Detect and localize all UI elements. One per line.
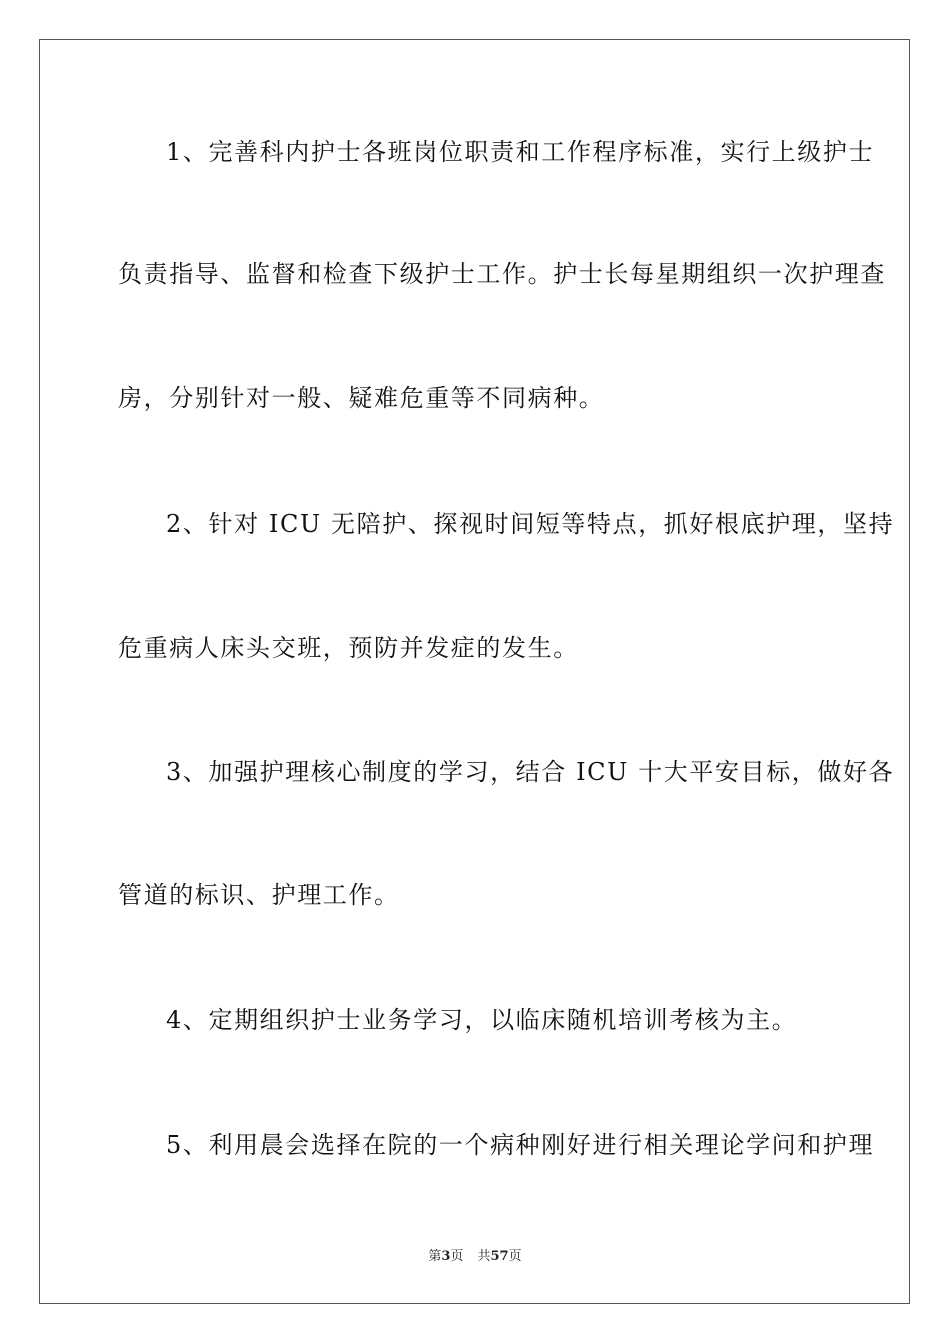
paragraph-2-line-2: 危重病人床头交班，预防并发症的发生。: [118, 634, 579, 662]
footer-page-suffix: 页: [450, 1249, 464, 1264]
paragraph-4-line-1: 4、定期组织护士业务学习，以临床随机培训考核为主。: [166, 1006, 798, 1034]
page-footer: [0, 1248, 950, 1266]
footer-total-pages: 57: [490, 1249, 509, 1264]
footer-page-prefix: 第: [428, 1249, 442, 1264]
paragraph-2-line-1: 2、针对 ICU 无陪护、探视时间短等特点，抓好根底护理，坚持: [166, 510, 895, 538]
footer-total-prefix: 共: [477, 1249, 491, 1264]
footer-page-number: 3: [441, 1249, 451, 1264]
paragraph-5-line-1: 5、利用晨会选择在院的一个病种刚好进行相关理论学问和护理: [166, 1131, 875, 1159]
paragraph-3-line-2: 管道的标识、护理工作。: [118, 881, 400, 909]
paragraph-3-line-1: 3、加强护理核心制度的学习，结合 ICU 十大平安目标，做好各: [166, 758, 895, 786]
page-border: [39, 39, 910, 1304]
footer-total-suffix: 页: [508, 1249, 522, 1264]
paragraph-1-line-1: 1、完善科内护士各班岗位职责和工作程序标准，实行上级护士: [166, 138, 875, 166]
paragraph-1-line-3: 房，分别针对一般、疑难危重等不同病种。: [118, 384, 605, 412]
paragraph-1-line-2: 负责指导、监督和检查下级护士工作。护士长每星期组织一次护理查: [118, 260, 886, 288]
